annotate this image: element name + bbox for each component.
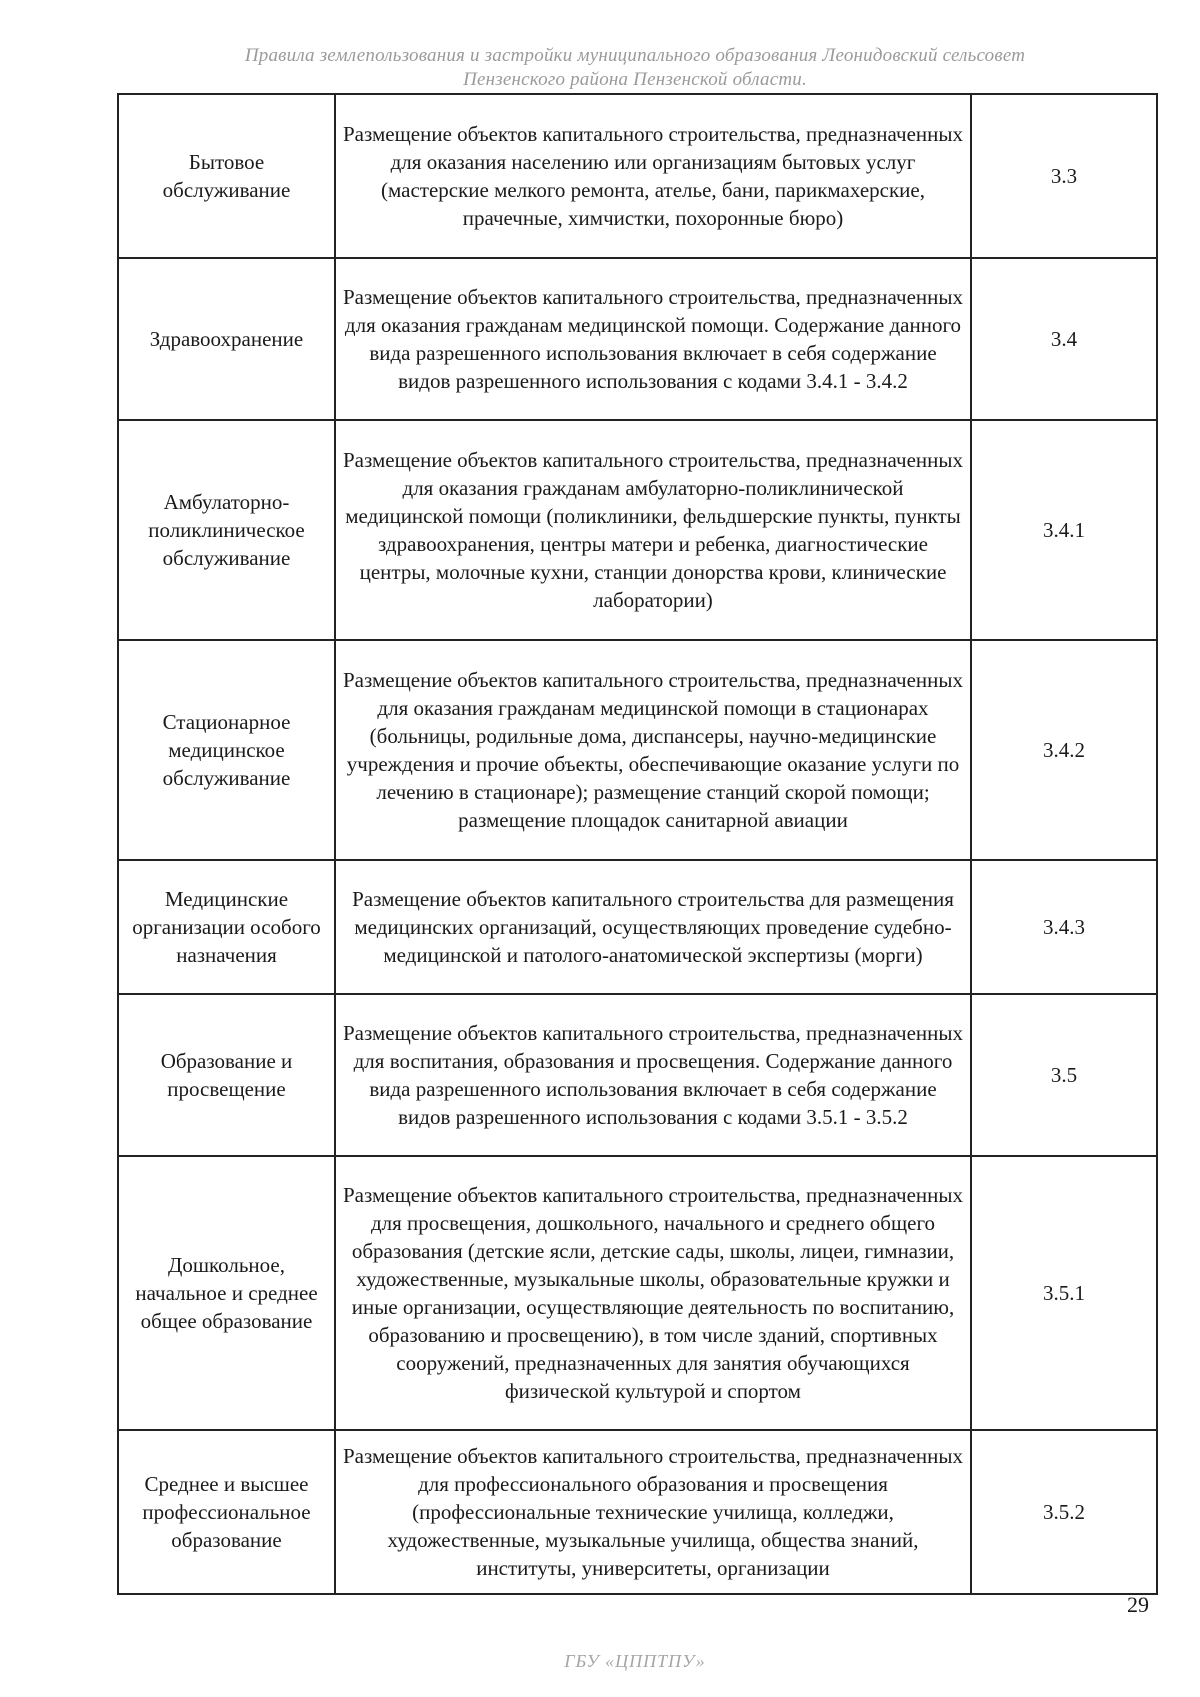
table-row: [118, 258, 1157, 420]
table-row: [118, 1156, 1157, 1430]
use-code-cell: 3.5: [971, 994, 1157, 1156]
use-code-cell: 3.4.2: [971, 640, 1157, 860]
use-description-cell: Размещение объектов капитального строительства, предназначенных для просвещения, дошкольного, начального и среднего общего образования (детские ясли, детские сады, школы, лицеи, гимназии, художественные, музыкальные школы, образовательные кружки и иные организации, осуществляющие деятельность по воспитанию, образованию и просвещению), в том числе зданий, спортивных сооружений, предназначенных для занятия обучающихся физической культурой и спортом: [335, 1156, 971, 1430]
use-code-cell: 3.4.3: [971, 860, 1157, 994]
use-code-cell: 3.3: [971, 94, 1157, 258]
use-code-cell: 3.5.1: [971, 1156, 1157, 1430]
use-description-cell: Размещение объектов капитального строительства, предназначенных для оказания гражданам медицинской помощи. Содержание данного вида разрешенного использования включает в себя содержание видов разрешенного использования с кодами 3.4.1 - 3.4.2: [335, 258, 971, 420]
use-description-cell: Размещение объектов капитального строительства, предназначенных для воспитания, образования и просвещения. Содержание данного вида разрешенного использования включает в себя содержание видов разрешенного использования с кодами 3.5.1 - 3.5.2: [335, 994, 971, 1156]
land-use-table: [117, 93, 1158, 1595]
use-description-cell: Размещение объектов капитального строительства, предназначенных для оказания гражданам амбулаторно-поликлинической медицинской помощи (поликлиники, фельдшерские пункты, пункты здравоохранения, центры матери и ребенка, диагностические центры, молочные кухни, станции донорства крови, клинические лаборатории): [335, 420, 971, 640]
use-code-cell: 3.4: [971, 258, 1157, 420]
use-code-cell: 3.4.1: [971, 420, 1157, 640]
table-row: [118, 94, 1157, 258]
table-row: [118, 994, 1157, 1156]
use-name-cell: Бытовое обслуживание: [118, 94, 335, 258]
running-header-line-2: Пензенского района Пензенской области.: [463, 69, 807, 90]
table-row: [118, 860, 1157, 994]
table-row: [118, 1430, 1157, 1594]
use-name-cell: Здравоохранение: [118, 258, 335, 420]
use-code-cell: 3.5.2: [971, 1430, 1157, 1594]
use-description-cell: Размещение объектов капитального строительства для размещения медицинских организаций, осуществляющих проведение судебно-медицинской и патолого-анатомической экспертизы (морги): [335, 860, 971, 994]
page-footer: ГБУ «ЦППТПУ»: [564, 1651, 706, 1671]
use-description-cell: Размещение объектов капитального строительства, предназначенных для оказания населению или организациям бытовых услуг (мастерские мелкого ремонта, ателье, бани, парикмахерские, прачечные, химчистки, похоронные бюро): [335, 94, 971, 258]
use-name-cell: Дошкольное, начальное и среднее общее образование: [118, 1156, 335, 1430]
use-description-cell: Размещение объектов капитального строительства, предназначенных для оказания гражданам медицинской помощи в стационарах (больницы, родильные дома, диспансеры, научно-медицинские учреждения и прочие объекты, обеспечивающие оказание услуги по лечению в стационаре); размещение станций скорой помощи; размещение площадок санитарной авиации: [335, 640, 971, 860]
page-number: 29: [1127, 1592, 1149, 1617]
use-name-cell: Среднее и высшее профессиональное образование: [118, 1430, 335, 1594]
use-name-cell: Стационарное медицинское обслуживание: [118, 640, 335, 860]
use-name-cell: Образование и просвещение: [118, 994, 335, 1156]
running-header-line-1: Правила землепользования и застройки муниципального образования Леонидовский сельсовет: [244, 45, 1026, 66]
use-name-cell: Медицинские организации особого назначения: [118, 860, 335, 994]
use-description-cell: Размещение объектов капитального строительства, предназначенных для профессионального образования и просвещения (профессиональные технические училища, колледжи, художественные, музыкальные училища, общества знаний, институты, университеты, организации: [335, 1430, 971, 1594]
table-row: [118, 420, 1157, 640]
use-name-cell: Амбулаторно-поликлиническое обслуживание: [118, 420, 335, 640]
table-row: [118, 640, 1157, 860]
running-header: [0, 44, 1200, 92]
